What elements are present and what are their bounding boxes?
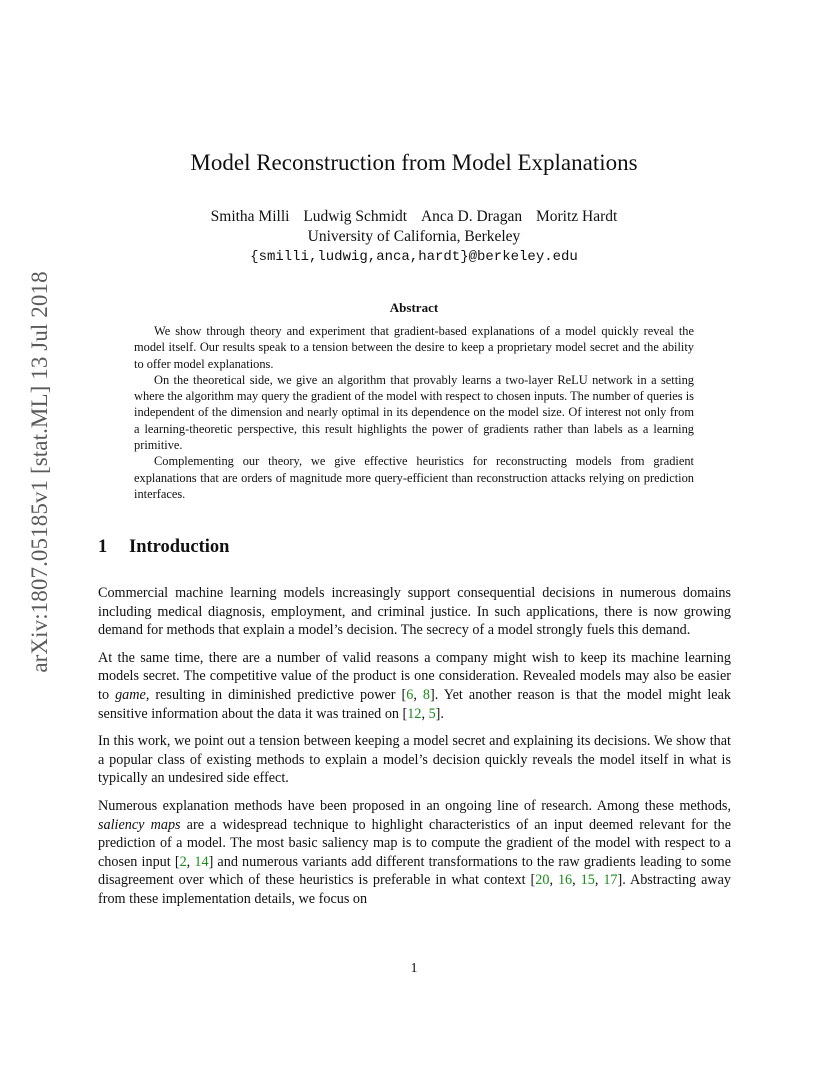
- arxiv-stamp-text: arXiv:1807.05185v1 [stat.ML] 13 Jul 2018: [27, 271, 52, 673]
- section-heading: [98, 537, 229, 558]
- citation-link[interactable]: 12: [407, 705, 422, 722]
- citation-link[interactable]: 20: [535, 872, 550, 889]
- abstract-paragraph: Complementing our theory, we give effective heuristics for reconstructing models from gradient explanations that are orders of magnitude more query-efficient than reconstruction attacks relying on prediction interfaces.: [134, 454, 694, 501]
- emphasis: saliency maps: [98, 816, 181, 833]
- text-run: ]. Abstracting away from these implementation details, we focus on: [98, 872, 732, 907]
- affiliation: University of California, Berkeley: [307, 228, 521, 245]
- body-paragraph: [98, 649, 731, 723]
- body-text: [98, 584, 731, 918]
- citation-link[interactable]: 14: [194, 853, 209, 870]
- text-run: ,: [413, 686, 423, 703]
- text-run: , resulting in diminished predictive power [: [145, 686, 407, 703]
- text-run: ,: [572, 872, 581, 889]
- body-paragraph: In this work, we point out a tension between keeping a model secret and explaining its decisions. We show that a popular class of existing methods to explain a model’s decision quickly reveals the model itself in what is typically an undesired side effect.: [98, 733, 731, 787]
- body-paragraph: [98, 797, 731, 909]
- body-paragraph: Commercial machine learning models increasingly support consequential decisions in numerous domains including medical diagnosis, employment, and criminal justice. In such applications, there is now growing demand for methods that explain a model’s decision. The secrecy of a model strongly fuels this demand.: [98, 585, 731, 639]
- abstract-paragraph: On the theoretical side, we give an algorithm that provably learns a two-layer ReLU network in a setting where the algorithm may query the gradient of the model with respect to chosen inputs. The number of queries is independent of the dimension and nearly optimal in its dependence on the model size. Of interest not only from a learning-theoretic perspective, this result highlights the power of gradients rather than labels as a learning primitive.: [134, 372, 694, 453]
- text-run: ]. Yet another reason is that the model might leak sensitive information about the data it was trained on [: [98, 686, 731, 722]
- text-run: ,: [186, 853, 195, 870]
- text-run: ].: [435, 705, 444, 722]
- citation-link[interactable]: 16: [557, 872, 573, 889]
- citation-link[interactable]: 8: [422, 686, 431, 703]
- author-name: Anca D. Dragan: [420, 208, 523, 225]
- citation-link[interactable]: 2: [179, 853, 187, 870]
- section-number: 1: [98, 537, 108, 557]
- page-number: 1: [410, 961, 418, 976]
- citation-link[interactable]: 15: [580, 872, 595, 889]
- abstract: [134, 323, 694, 502]
- section-title: Introduction: [129, 537, 230, 557]
- citation-link[interactable]: 6: [406, 686, 414, 703]
- author-names: [0, 207, 828, 227]
- paper-title: Model Reconstruction from Model Explanations: [190, 150, 638, 175]
- citation-link[interactable]: 17: [603, 872, 618, 889]
- abstract-heading: Abstract: [389, 300, 439, 315]
- author-name: Moritz Hardt: [535, 208, 618, 225]
- author-name: Smitha Milli: [210, 208, 290, 225]
- text-run: Numerous explanation methods have been proposed in an ongoing line of research. Among these methods,: [98, 797, 731, 814]
- emphasis: game: [115, 686, 146, 703]
- text-run: At the same time, there are a number of valid reasons a company might wish to keep its machine learning models secret. The competitive value of the product is one consideration. Revealed models may also be easier to: [98, 649, 731, 703]
- text-run: ,: [594, 872, 604, 889]
- text-run: ,: [421, 705, 429, 722]
- text-run: ,: [549, 872, 558, 889]
- citation-link[interactable]: 5: [428, 705, 436, 722]
- text-run: ] and numerous variants add different transformations to the raw gradients leading to some disagreement over which of these heuristics is preferable in what context [: [98, 853, 731, 889]
- author-email: {smilli,ludwig,anca,hardt}@berkeley.edu: [250, 249, 578, 265]
- text-run: are a widespread technique to highlight characteristics of an input deemed relevant for the prediction of a model. The most basic saliency map is to compute the gradient of the model with respect to a chosen input [: [98, 816, 731, 870]
- author-name: Ludwig Schmidt: [303, 208, 408, 225]
- abstract-paragraph: We show through theory and experiment that gradient-based explanations of a model quickly reveal the model itself. Our results speak to a tension between the desire to keep a proprietary model secret and the ability to offer model explanations.: [134, 324, 694, 371]
- author-block: [0, 207, 828, 267]
